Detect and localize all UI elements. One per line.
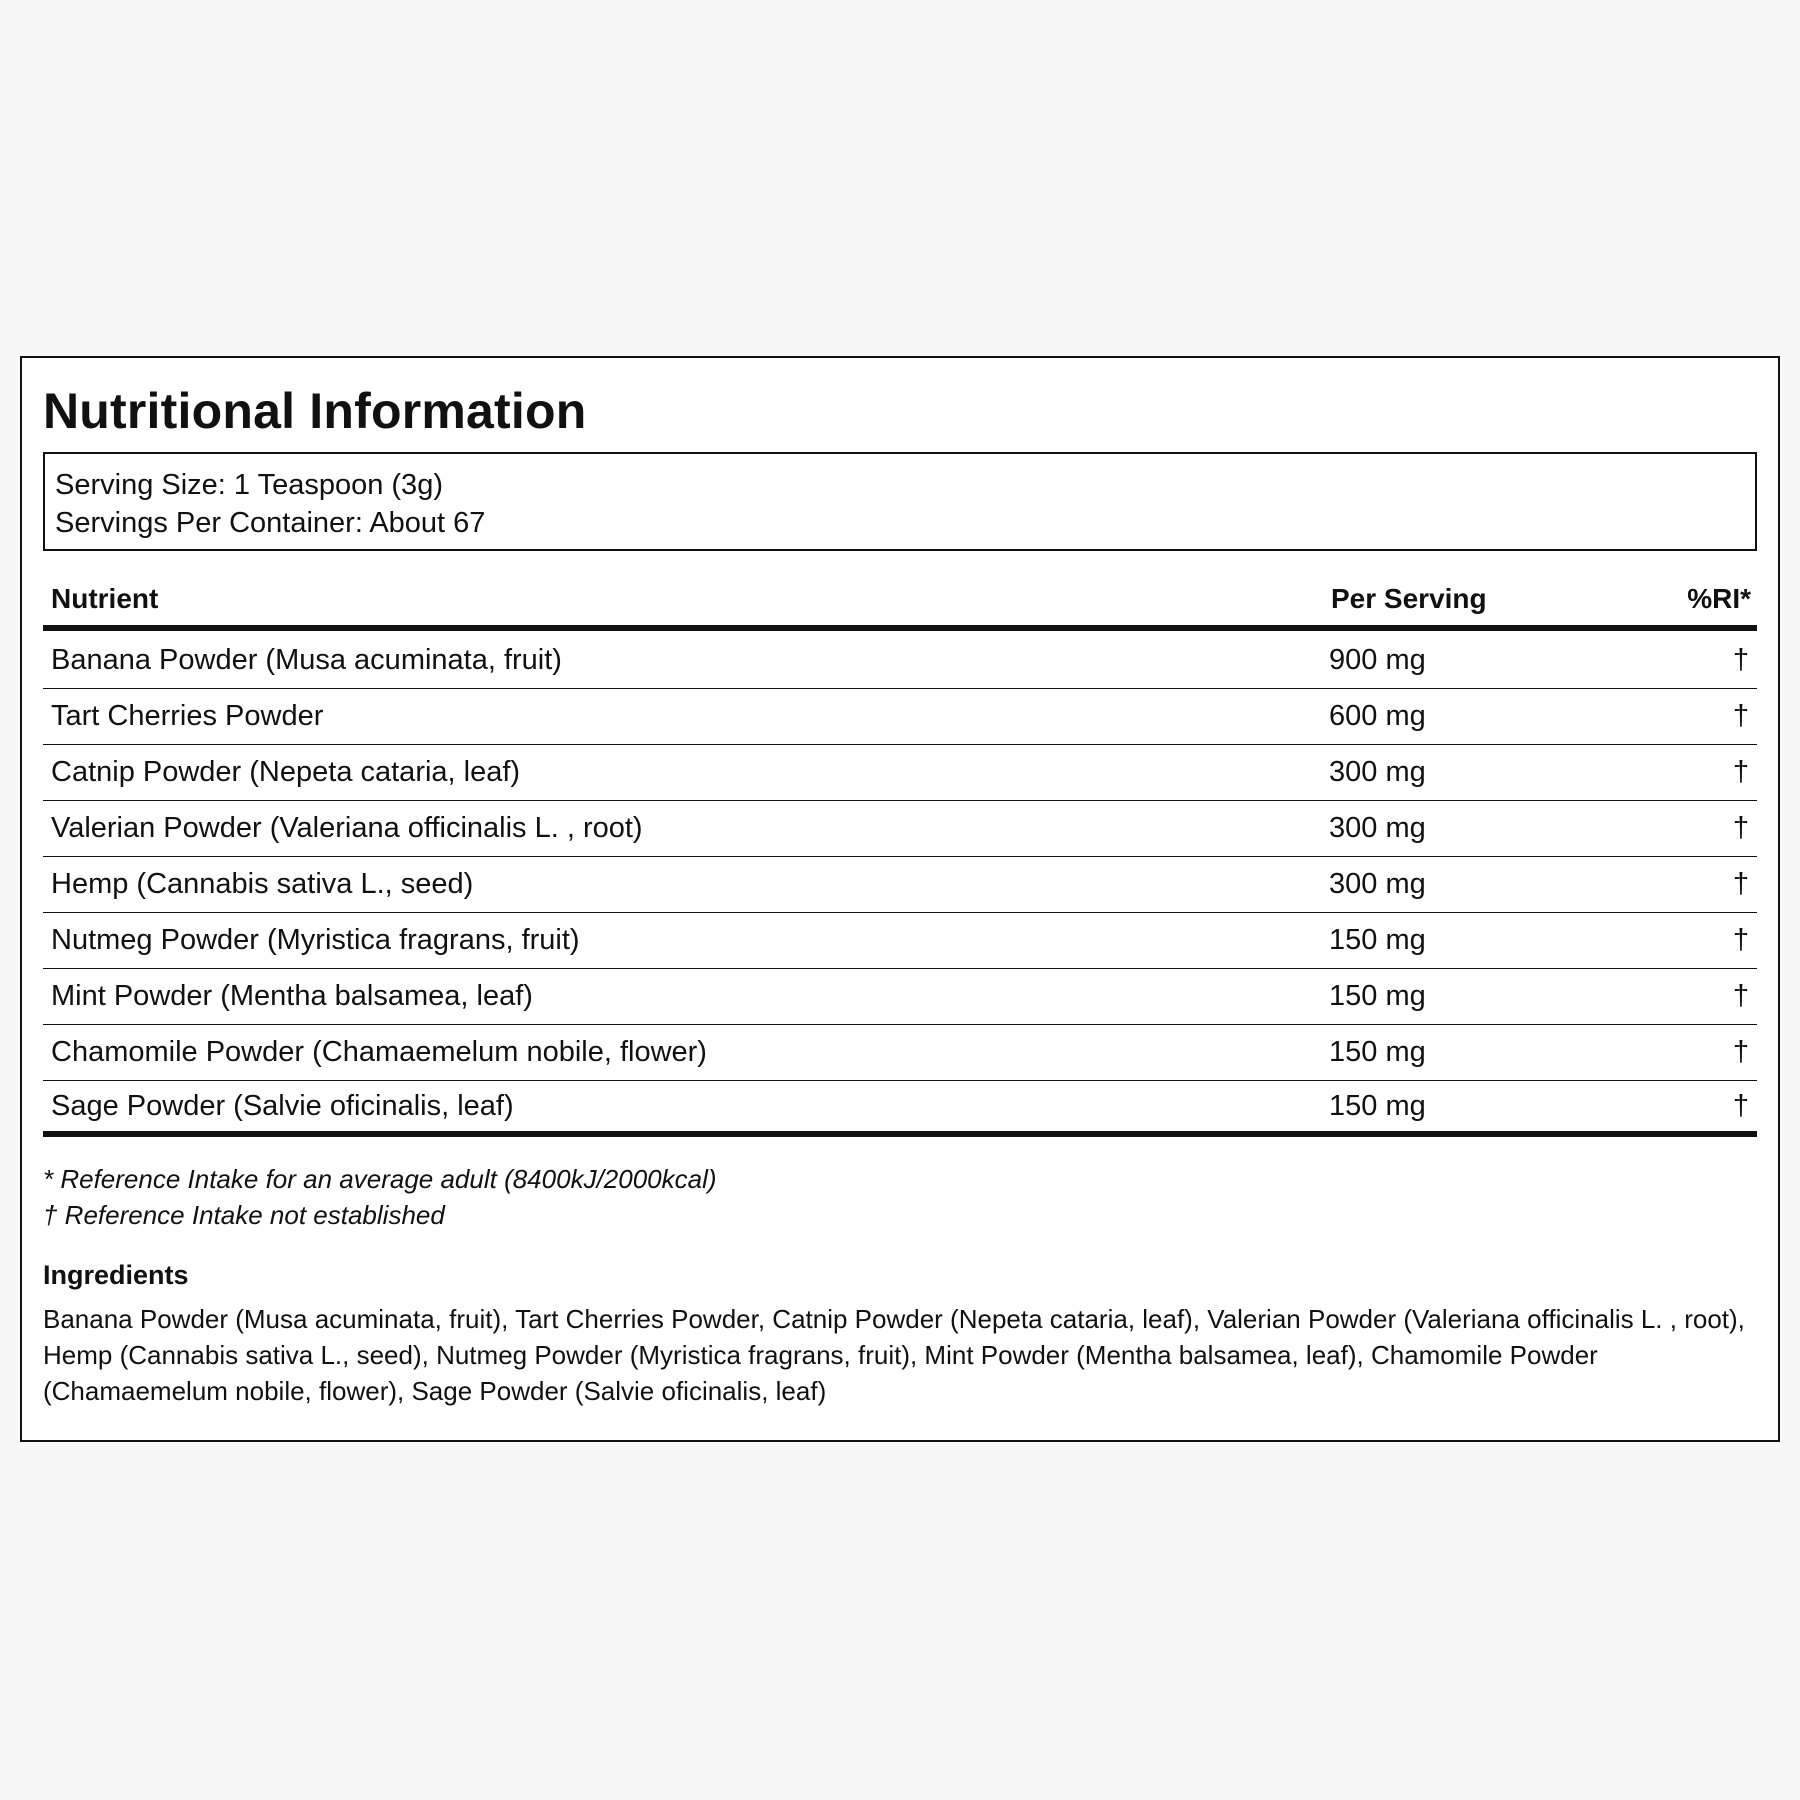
nutrient-name: Mint Powder (Mentha balsamea, leaf)	[51, 980, 533, 1012]
nutrient-amount: 150 mg	[1329, 1089, 1426, 1122]
nutrition-label-panel	[20, 356, 1780, 1442]
nutrient-amount: 600 mg	[1329, 700, 1426, 732]
footnote-not-established: † Reference Intake not established	[43, 1200, 445, 1230]
nutrient-amount: 300 mg	[1329, 756, 1426, 788]
nutrient-ri: †	[1732, 700, 1749, 732]
nutrient-ri: †	[1732, 924, 1749, 956]
nutrient-name: Catnip Powder (Nepeta cataria, leaf)	[51, 756, 521, 788]
nutrient-name: Chamomile Powder (Chamaemelum nobile, flower)	[51, 1036, 707, 1068]
nutrient-amount: 150 mg	[1329, 1036, 1426, 1068]
nutrient-amount: 900 mg	[1329, 644, 1426, 676]
nutrient-ri: †	[1732, 868, 1749, 900]
table-row	[43, 913, 1757, 969]
nutrient-name: Sage Powder (Salvie oficinalis, leaf)	[51, 1089, 514, 1122]
table-row	[43, 857, 1757, 913]
nutrient-ri: †	[1732, 812, 1749, 844]
nutrient-name: Tart Cherries Powder	[51, 700, 324, 732]
nutrient-amount: 300 mg	[1329, 868, 1426, 900]
table-row	[43, 745, 1757, 801]
label-title: Nutritional Information	[43, 383, 587, 439]
nutrient-ri: †	[1732, 1089, 1749, 1122]
nutrient-name: Nutmeg Powder (Myristica fragrans, fruit)	[51, 924, 580, 956]
serving-info-box	[43, 452, 1757, 551]
table-header	[43, 573, 1757, 631]
serving-size: Serving Size: 1 Teaspoon (3g)	[55, 469, 443, 501]
footnote-reference-intake: * Reference Intake for an average adult (8400kJ/2000kcal)	[43, 1164, 717, 1194]
ingredients-heading: Ingredients	[43, 1260, 189, 1290]
nutrient-amount: 150 mg	[1329, 980, 1426, 1012]
servings-per-container: Servings Per Container: About 67	[55, 507, 486, 539]
nutrient-amount: 300 mg	[1329, 812, 1426, 844]
table-row	[43, 1081, 1757, 1137]
table-row	[43, 1025, 1757, 1081]
nutrient-ri: †	[1732, 1036, 1749, 1068]
nutrient-ri: †	[1732, 644, 1749, 676]
nutrient-table	[43, 573, 1757, 1137]
footnotes	[43, 1161, 1757, 1233]
column-header-nutrient: Nutrient	[51, 583, 159, 614]
table-row	[43, 969, 1757, 1025]
column-header-ri: %RI*	[1687, 583, 1751, 614]
nutrient-amount: 150 mg	[1329, 924, 1426, 956]
nutrient-ri: †	[1732, 756, 1749, 788]
table-row	[43, 633, 1757, 689]
column-header-per-serving: Per Serving	[1331, 583, 1487, 614]
table-row	[43, 801, 1757, 857]
ingredients-text: Banana Powder (Musa acuminata, fruit), Tart Cherries Powder, Catnip Powder (Nepeta cataria, leaf), Valerian Powder (Valeriana officinalis L. , root), Hemp (Cannabis sativa L., seed), Nutmeg Powder (Myristica fragrans, fruit), Mint Powder (Mentha balsamea, leaf), Chamomile Powder (Chamaemelum nobile, flower), Sage Powder (Salvie oficinalis, leaf)	[43, 1304, 1745, 1406]
nutrient-ri: †	[1732, 980, 1749, 1012]
nutrient-name: Banana Powder (Musa acuminata, fruit)	[51, 644, 562, 676]
table-row	[43, 689, 1757, 745]
nutrient-name: Hemp (Cannabis sativa L., seed)	[51, 868, 474, 900]
nutrient-name: Valerian Powder (Valeriana officinalis L. , root)	[51, 812, 643, 844]
